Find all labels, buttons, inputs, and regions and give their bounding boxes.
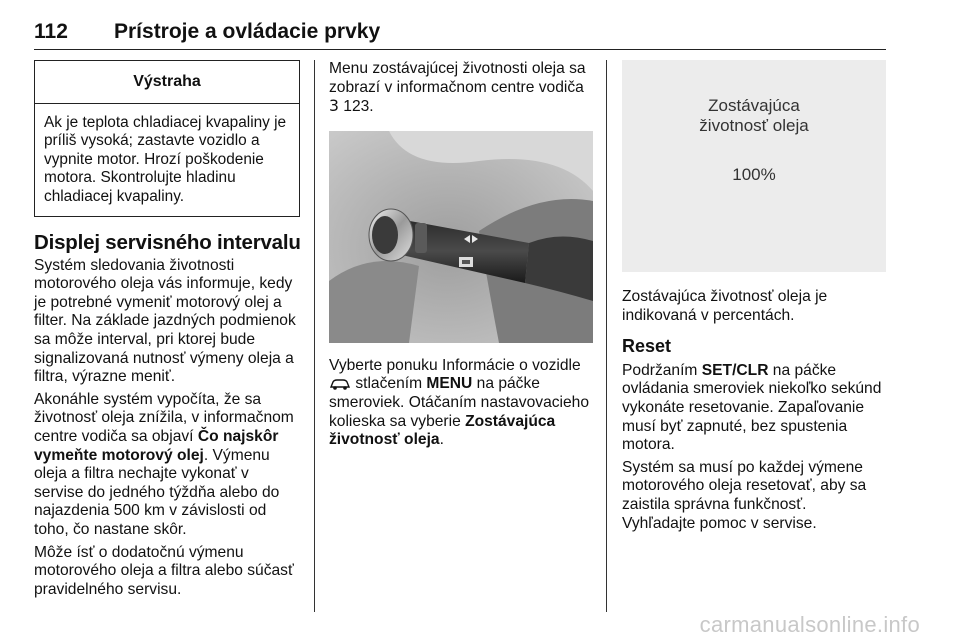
select-paragraph-end: . xyxy=(439,431,444,449)
warning-body: Ak je teplota chladiacej kvapaliny je príliš vysoká; zastavte vozidlo a vypnite motor. Hrozí poškodenie motora. Skontrolujte hladinu chladiacej kvapaliny. xyxy=(44,113,287,205)
select-paragraph xyxy=(329,357,593,450)
menu-key-label: MENU xyxy=(426,375,473,393)
display-title-line1: Zostávajúca xyxy=(708,96,800,115)
page-title: Prístroje a ovládacie prvky xyxy=(114,20,381,43)
warning-box xyxy=(34,60,300,217)
section-heading-reset: Reset xyxy=(622,336,672,357)
column-1 xyxy=(34,60,300,603)
service-paragraph-2 xyxy=(34,391,300,540)
oil-change-message: Čo najskôr vymeňte motorový olej xyxy=(34,428,279,464)
column-divider-1 xyxy=(314,60,315,612)
info-display-screen xyxy=(622,60,886,272)
section-heading-service-interval: Displej servisného intervalu xyxy=(34,231,301,255)
column-2 xyxy=(329,60,593,454)
display-title-line2: životnosť oleja xyxy=(699,116,809,135)
car-icon xyxy=(329,377,351,391)
column-3 xyxy=(622,60,886,537)
menu-item-label: Zostávajúca životnosť oleja xyxy=(329,412,556,449)
menu-paragraph-text: Menu zostávajúcej životnosti oleja sa zobrazí v informačnom centre vodiča xyxy=(329,60,586,96)
reset-paragraph-3: Vyhľadajte pomoc v servise. xyxy=(622,514,817,532)
select-paragraph-mid2: na páčke smeroviek. Otáčaním nastavovacieho kolieska sa vyberie xyxy=(329,375,590,430)
column-divider-2 xyxy=(606,60,607,612)
watermark: carmanualsonline.info xyxy=(699,612,920,637)
reference-page: 123. xyxy=(343,98,374,116)
select-paragraph-mid1: stlačením xyxy=(351,375,427,393)
display-value: 100% xyxy=(732,165,776,184)
reset-paragraph-1 xyxy=(622,362,886,455)
menu-paragraph xyxy=(329,60,593,117)
page-reference xyxy=(329,98,374,115)
service-paragraph-2-start: Akonáhle systém vypočíta, že sa životnosť oleja znížila, v informačnom centre vodiča sa objaví xyxy=(34,390,294,446)
reference-arrow-icon: 3 xyxy=(329,97,339,116)
stalk-photo xyxy=(329,131,593,343)
turn-signal-stalk-image xyxy=(329,131,593,343)
service-paragraph-3: Môže ísť o dodatočnú výmenu motorového oleja a filtra alebo súčasť pravidelného servisu. xyxy=(34,543,294,598)
service-paragraph-2-end: . Výmenu oleja a filtra nechajte vykonať v servise do jedného týždňa alebo do najazdenia 500 km v závislosti od toho, čo nastane skôr. xyxy=(34,446,280,538)
set-clr-key-label: SET/CLR xyxy=(701,361,769,379)
display-title xyxy=(622,96,886,136)
display-caption: Zostávajúca životnosť oleja je indikovaná v percentách. xyxy=(622,288,828,324)
service-paragraph-1: Systém sledovania životnosti motorového oleja vás informuje, kedy je potrebné vymeniť motorový olej a filter. Na základe jazdných podmienok sa môže interval, pri ktorej bude signalizovaná nutnosť výmeny oleja a filtra, výrazne meniť. xyxy=(34,256,296,386)
reset-paragraph-1-start: Podržaním xyxy=(622,361,702,379)
page-header xyxy=(34,10,886,50)
warning-heading: Výstraha xyxy=(35,61,299,104)
reset-paragraph-2: Systém sa musí po každej výmene motorového oleja resetovať, aby sa zaistila správna funkčnosť. xyxy=(622,458,867,513)
select-paragraph-start: Vyberte ponuku Informácie o vozidle xyxy=(329,356,581,374)
reset-paragraph-1-end: na páčke ovládania smeroviek niekoľko sekúnd vykonáte resetovanie. Zapaľovanie musí byť zapnuté, bez spustenia motora. xyxy=(622,361,882,454)
page-number: 112 xyxy=(34,20,68,43)
